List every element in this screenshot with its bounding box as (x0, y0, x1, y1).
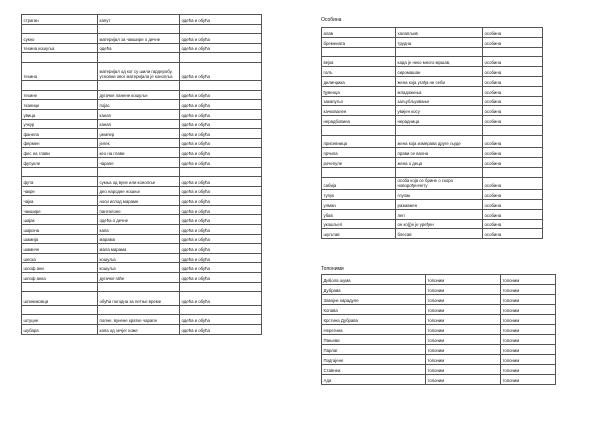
term-cell: закапуљо (322, 96, 396, 106)
term-cell (322, 167, 396, 177)
meaning-cell: топоним (426, 285, 501, 295)
term-cell: присевница (322, 135, 396, 148)
term-cell: Ставнеи (322, 365, 426, 375)
category-cell: одећа и обућа (180, 15, 262, 25)
category-cell: особина (483, 57, 543, 67)
category-cell: особина (483, 96, 543, 106)
table-row (22, 138, 262, 148)
category-cell: одећа и обућа (180, 62, 262, 80)
category-cell (483, 125, 543, 135)
term-cell: тупук (322, 190, 396, 200)
meaning-cell: глупак (396, 190, 483, 200)
table-row (22, 157, 262, 167)
table-row (22, 177, 262, 187)
term-cell: Дубрава (322, 285, 426, 295)
category-cell: особина (483, 76, 543, 86)
table-row (322, 116, 543, 126)
term-cell: техина кошуља (22, 43, 98, 53)
meaning-cell: марама (98, 234, 180, 244)
term-cell: шубара (22, 324, 98, 334)
table-row (322, 285, 556, 295)
table-row (322, 125, 543, 135)
meaning-cell: топоним (426, 315, 501, 325)
table-row (322, 76, 543, 86)
meaning-cell: особа која се брине о скоро новорођенчету (396, 177, 483, 190)
meaning-cell: канап (98, 109, 180, 119)
table-row (322, 295, 556, 305)
table-row (22, 148, 262, 158)
table-row (22, 100, 262, 110)
table-row (322, 86, 543, 96)
term-cell: голъ (322, 67, 396, 77)
table-row (322, 57, 543, 67)
table-row (22, 273, 262, 283)
term-cell: укошљеп (322, 219, 396, 229)
meaning-cell: џемпер (98, 129, 180, 139)
term-cell: Нерегина (322, 325, 426, 335)
term-cell: фута (22, 177, 98, 187)
meaning-cell: капа од зечјег коже (98, 324, 180, 334)
table-row (322, 67, 543, 77)
category-cell: особина (483, 148, 543, 158)
meaning-cell: младожења (396, 86, 483, 96)
meaning-cell: мала марама (98, 244, 180, 254)
term-cell: ђувенџа (322, 86, 396, 96)
meaning-cell: полне, вунене кратке чарапе (98, 315, 180, 325)
table-row (322, 275, 556, 285)
meaning-cell: кео на глави (98, 148, 180, 158)
table-row (22, 129, 262, 139)
table-row (22, 253, 262, 263)
meaning-cell (98, 282, 180, 292)
term-cell: тканице (22, 100, 98, 110)
meaning-cell: чарапе (98, 157, 180, 167)
category-cell: особина (483, 37, 543, 47)
term-cell (22, 53, 98, 63)
table-row (322, 209, 543, 219)
meaning-cell: увијен косу (396, 106, 483, 116)
term-cell: дилинџика (322, 76, 396, 86)
term-cell: бремената (322, 37, 396, 47)
term-cell: Завојне карадуле (322, 295, 426, 305)
table-row (322, 135, 543, 148)
meaning-cell: халапљив (396, 28, 483, 38)
category-cell: одећа и обућа (180, 90, 262, 100)
meaning-cell: блесав (396, 229, 483, 239)
table-row (322, 355, 556, 365)
category-cell: топоним (501, 375, 556, 385)
term-cell: Копава (322, 305, 426, 315)
meaning-cell: одећа о дечне (98, 215, 180, 225)
category-cell: особина (483, 229, 543, 239)
category-cell: одећа и обућа (180, 263, 262, 273)
category-cell: особина (483, 106, 543, 116)
term-cell: убав (322, 209, 396, 219)
category-cell: одећа и обућа (180, 315, 262, 325)
term-cell: Пањеви (322, 335, 426, 345)
meaning-cell (396, 47, 483, 57)
table-row (322, 219, 543, 229)
meaning-cell: топоним (426, 375, 501, 385)
category-cell: одећа и обућа (180, 119, 262, 129)
meaning-cell: део народне ношње (98, 186, 180, 196)
meaning-cell: прави се вална (396, 148, 483, 158)
table-row (22, 167, 262, 177)
category-cell: одећа и обућа (180, 43, 262, 53)
table-row (22, 215, 262, 225)
category-cell: особина (483, 28, 543, 38)
table-row (322, 229, 543, 239)
term-cell: сукно (22, 34, 98, 44)
category-cell (180, 167, 262, 177)
table-row (22, 90, 262, 100)
category-cell: особина (483, 209, 543, 219)
term-cell: шајак (22, 215, 98, 225)
category-cell: особина (483, 219, 543, 229)
term-cell: шескa (22, 253, 98, 263)
table-row (22, 15, 262, 25)
meaning-cell (396, 125, 483, 135)
meaning-cell: кошуља (98, 263, 180, 273)
meaning-cell: када је неко много мршав, (396, 57, 483, 67)
category-cell: одећа и обућа (180, 324, 262, 334)
meaning-cell: топоним (426, 335, 501, 345)
table-row (322, 37, 543, 47)
meaning-cell: материјал за чакшире о дечне (98, 34, 180, 44)
meaning-cell: топоним (426, 325, 501, 335)
table-row (22, 205, 262, 215)
term-cell: шамија (22, 234, 98, 244)
meaning-cell: топоним (426, 275, 501, 285)
category-cell: топоним (501, 295, 556, 305)
table-row (22, 282, 262, 292)
category-cell: одећа и обућа (180, 292, 262, 306)
term-cell (322, 47, 396, 57)
category-cell: топоним (501, 365, 556, 375)
meaning-cell: појас (98, 100, 180, 110)
meaning-cell: топоним (426, 345, 501, 355)
meaning-cell: заљубљуивање (396, 96, 483, 106)
category-cell: особина (483, 135, 543, 148)
category-cell: топоним (501, 315, 556, 325)
category-cell: особина (483, 86, 543, 96)
meaning-cell: капут (98, 15, 180, 25)
category-cell: одећа и обућа (180, 273, 262, 283)
table-row (22, 324, 262, 334)
term-cell: Подгајене (322, 355, 426, 365)
meaning-cell: материјал од ког су шили гардеробу, усновни овог материјала је конопља (98, 62, 180, 80)
meaning-cell: нерадница (396, 116, 483, 126)
term-cell: чајка (22, 196, 98, 206)
table-row (322, 375, 556, 385)
table-row (22, 305, 262, 315)
table-row (22, 244, 262, 254)
term-cell (22, 305, 98, 315)
category-cell: одећа и обућа (180, 109, 262, 119)
table-row (322, 199, 543, 209)
term-cell: фанела (22, 129, 98, 139)
category-cell: топоним (501, 285, 556, 295)
clothing-glossary-table (21, 14, 262, 335)
category-cell (180, 282, 262, 292)
table-row (322, 96, 543, 106)
category-cell: одећа и обућа (180, 129, 262, 139)
toponyms-table (321, 274, 556, 385)
term-cell: учкур (22, 119, 98, 129)
meaning-cell: размажен (396, 199, 483, 209)
category-cell (483, 47, 543, 57)
term-cell: техине (22, 90, 98, 100)
term-cell: страган (22, 15, 98, 25)
term-cell: вејка (322, 57, 396, 67)
meaning-cell: жена која измерава друге људе (396, 135, 483, 148)
table-row (22, 24, 262, 34)
category-cell: одећа и обућа (180, 225, 262, 235)
table-row (22, 81, 262, 91)
meaning-cell: леп (396, 209, 483, 219)
table-row (322, 47, 543, 57)
table-row (322, 106, 543, 116)
traits-section-title: Особина (321, 17, 342, 23)
clothing-glossary-body (22, 15, 262, 335)
category-cell: особина (483, 116, 543, 126)
category-cell: особина (483, 177, 543, 190)
term-cell: шлоф анка (22, 273, 98, 283)
term-cell: Крстина Дубрава (322, 315, 426, 325)
toponyms-section-title: Топоними (321, 266, 344, 272)
category-cell: топоним (501, 275, 556, 285)
term-cell: увица (22, 109, 98, 119)
table-row (322, 148, 543, 158)
table-row (322, 167, 543, 177)
table-row (22, 292, 262, 306)
meaning-cell (396, 167, 483, 177)
traits-glossary-body (322, 28, 543, 239)
term-cell: Ада (322, 375, 426, 385)
category-cell: особина (483, 199, 543, 209)
table-row (22, 53, 262, 63)
table-row (322, 365, 556, 375)
term-cell: штуцне (22, 315, 98, 325)
term-cell (22, 167, 98, 177)
category-cell: топоним (501, 345, 556, 355)
category-cell: одећа и обућа (180, 177, 262, 187)
category-cell: одећа и обућа (180, 215, 262, 225)
meaning-cell: канап (98, 119, 180, 129)
category-cell: одећа и обућа (180, 100, 262, 110)
table-row (322, 177, 543, 190)
meaning-cell: дугачке ланене кошуље (98, 90, 180, 100)
term-cell (322, 125, 396, 135)
category-cell: одећа и обућа (180, 205, 262, 215)
table-row (22, 109, 262, 119)
table-row (22, 186, 262, 196)
table-row (22, 196, 262, 206)
category-cell (180, 24, 262, 34)
meaning-cell: капа (98, 225, 180, 235)
table-row (322, 325, 556, 335)
table-row (22, 62, 262, 80)
category-cell: особина (483, 67, 543, 77)
term-cell: шлоф ани (22, 263, 98, 273)
term-cell: техина (22, 62, 98, 80)
table-row (322, 158, 543, 168)
category-cell (180, 53, 262, 63)
meaning-cell: он ко(ј)е је уређен (396, 219, 483, 229)
category-cell: одећа и обућа (180, 138, 262, 148)
table-row (22, 43, 262, 53)
term-cell (22, 282, 98, 292)
table-row (22, 315, 262, 325)
category-cell: особина (483, 158, 543, 168)
table-row (322, 315, 556, 325)
category-cell (483, 167, 543, 177)
meaning-cell: панталоне (98, 205, 180, 215)
category-cell (180, 305, 262, 315)
term-cell: фес на глави (22, 148, 98, 158)
meaning-cell: кошуља (98, 253, 180, 263)
category-cell: топоним (501, 305, 556, 315)
table-row (22, 119, 262, 129)
meaning-cell: обућа погодна за летње време (98, 292, 180, 306)
meaning-cell (98, 53, 180, 63)
table-row (322, 190, 543, 200)
category-cell: одећа и обућа (180, 34, 262, 44)
category-cell (180, 81, 262, 91)
term-cell: нерадбовина (322, 116, 396, 126)
category-cell: одећа и обућа (180, 234, 262, 244)
term-cell (22, 24, 98, 34)
table-row (322, 345, 556, 355)
meaning-cell: дугачке гаће (98, 273, 180, 283)
table-row (22, 263, 262, 273)
table-row (22, 34, 262, 44)
term-cell: качковален (322, 106, 396, 116)
table-row (322, 305, 556, 315)
table-row (22, 225, 262, 235)
meaning-cell: топоним (426, 355, 501, 365)
meaning-cell: трудна (396, 37, 483, 47)
term-cell: прчила (322, 148, 396, 158)
meaning-cell: сукња од вуне или конопље (98, 177, 180, 187)
term-cell: чакре (22, 186, 98, 196)
category-cell: топоним (501, 355, 556, 365)
category-cell: одећа и обућа (180, 244, 262, 254)
term-cell: улман (322, 199, 396, 209)
term-cell: шамиче (22, 244, 98, 254)
category-cell: одећа и обућа (180, 157, 262, 167)
term-cell: рочепуле (322, 158, 396, 168)
term-cell: Дибола шума (322, 275, 426, 285)
meaning-cell (98, 24, 180, 34)
meaning-cell: жена о деца (396, 158, 483, 168)
term-cell: фермен (22, 138, 98, 148)
table-row (322, 335, 556, 345)
category-cell: одећа и обућа (180, 253, 262, 263)
meaning-cell: топоним (426, 305, 501, 315)
toponyms-body (322, 275, 556, 385)
meaning-cell (98, 305, 180, 315)
term-cell: шуљтав (322, 229, 396, 239)
category-cell: топоним (501, 325, 556, 335)
meaning-cell: одећа (98, 43, 180, 53)
term-cell: чакшире (22, 205, 98, 215)
term-cell: шајкача (22, 225, 98, 235)
category-cell: одећа и обућа (180, 186, 262, 196)
table-row (322, 28, 543, 38)
meaning-cell (98, 81, 180, 91)
term-cell: шлиниковци (22, 292, 98, 306)
category-cell: топоним (501, 335, 556, 345)
term-cell (22, 81, 98, 91)
meaning-cell: топоним (426, 295, 501, 305)
term-cell: сабија (322, 177, 396, 190)
meaning-cell: сиромашан (396, 67, 483, 77)
category-cell: одећа и обућа (180, 148, 262, 158)
term-cell: Парлаг (322, 345, 426, 355)
meaning-cell: топоним (426, 365, 501, 375)
category-cell: одећа и обућа (180, 196, 262, 206)
meaning-cell: јелек (98, 138, 180, 148)
meaning-cell: носи испод мараме (98, 196, 180, 206)
meaning-cell (98, 167, 180, 177)
table-row (22, 234, 262, 244)
term-cell: алав (322, 28, 396, 38)
category-cell: особина (483, 190, 543, 200)
traits-glossary-table (321, 27, 543, 239)
term-cell: фусуклe (22, 157, 98, 167)
meaning-cell: жена која угађа не себи (396, 76, 483, 86)
